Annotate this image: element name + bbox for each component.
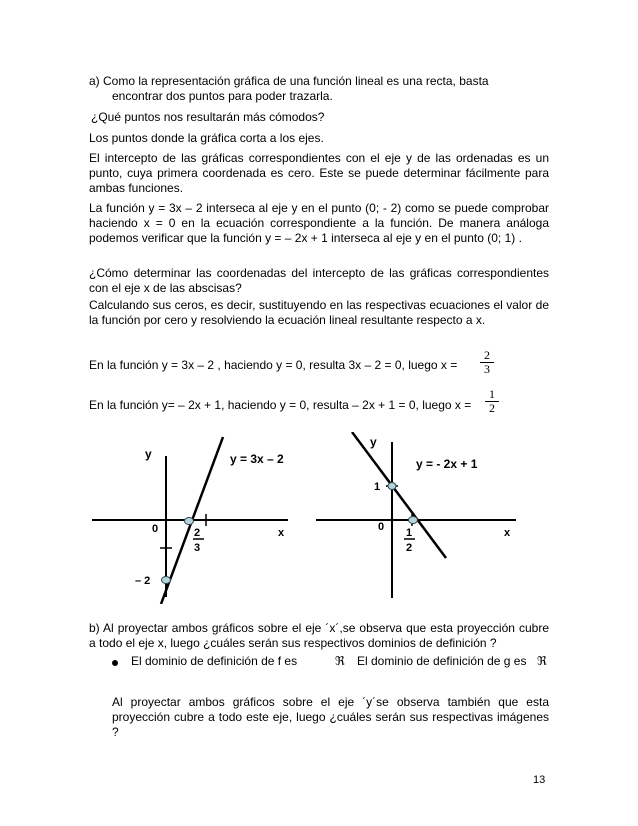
question-1: ¿Qué puntos nos resultarán más cómodos? (91, 110, 325, 124)
domain-f-text: El dominio de definición de f es (131, 654, 298, 668)
x-axis-label: x (504, 527, 511, 539)
domain-g-text: El dominio de definición de g es (357, 654, 527, 668)
equation-1: En la función y = 3x – 2 , haciendo y = 0, resulta 3x – 2 = 0, luego x = (89, 358, 458, 372)
fraction-two-thirds (480, 349, 494, 376)
x-axis-label: x (278, 527, 285, 539)
origin-label: 0 (378, 521, 385, 533)
equation-2: En la función y= – 2x + 1, haciendo y = 0, resulta – 2x + 1 = 0, luego x = (89, 398, 472, 412)
y-intercept-label: – 2 (135, 575, 151, 587)
item-b: b) Al proyectar ambos gráficos sobre el eje ´x´,se observa que esta proyección cubre a todo el eje x, luego ¿cuáles serán sus respectivos dominios de definición ? (89, 621, 549, 650)
function-line (352, 432, 446, 558)
fraction-denominator: 3 (484, 362, 490, 376)
fraction-one-half (485, 388, 499, 415)
paragraph-2: La función y = 3x – 2 interseca al eje y en el punto (0; - 2) como se puede comprobar haciendo x = 0 en la ecuación correspondiente a la función. De manera análoga podemos verificar que la función y = – 2x + 1 interseca al eje y en el punto (0; 1) . (89, 201, 549, 245)
fraction-numerator: 2 (480, 349, 494, 363)
page-number: 13 (533, 774, 546, 786)
intercept-point-x (409, 517, 418, 524)
paragraph-3: Calculando sus ceros, es decir, sustituyendo en las respectivas ecuaciones el valor de la función por cero y resolviendo la ecuación lineal resultante respecto a x. (89, 298, 549, 327)
item-a-line2: encontrar dos puntos para poder trazarla. (112, 89, 333, 103)
reals-symbol-f: ℜ (335, 654, 345, 668)
paragraph-1: El intercepto de las gráficas correspondientes con el eje y de las ordenadas es un punto, cuya primera coordenada es cero. Este se puede determinar fácilmente para ambas funciones. (89, 151, 549, 195)
intercept-point-x (185, 518, 194, 525)
x-intercept-denominator: 3 (194, 542, 201, 554)
origin-label: 0 (152, 523, 159, 535)
function-label: y = 3x – 2 (230, 452, 284, 466)
bullet-icon (112, 660, 118, 666)
answer-1: Los puntos donde la gráfica corta a los ejes. (89, 131, 324, 145)
x-intercept-numerator: 1 (406, 527, 413, 539)
y-intercept-label: 1 (374, 481, 381, 493)
y-axis-label: y (370, 435, 377, 449)
function-label: y = - 2x + 1 (416, 457, 478, 471)
question-2: ¿Cómo determinar las coordenadas del intercepto de las gráficas correspondientes con el eje x de las abscisas? (89, 266, 549, 295)
fraction-denominator: 2 (489, 401, 495, 415)
fraction-numerator: 1 (485, 388, 499, 402)
reals-symbol-g: ℜ (537, 654, 547, 668)
graph-g (316, 432, 538, 604)
item-a-line1: a) Como la representación gráfica de una función lineal es una recta, basta (89, 74, 489, 88)
intercept-point-y (162, 577, 171, 584)
x-intercept-denominator: 2 (406, 542, 413, 554)
graph-f (88, 432, 318, 604)
y-axis-label: y (145, 447, 152, 461)
intercept-point-y (388, 483, 396, 490)
x-intercept-numerator: 2 (194, 527, 201, 539)
paragraph-4: Al proyectar ambos gráficos sobre el eje ´y´se observa también que esta proyección cubre a todo este eje, luego ¿cuáles serán sus respectivas imágenes ? (112, 695, 549, 739)
